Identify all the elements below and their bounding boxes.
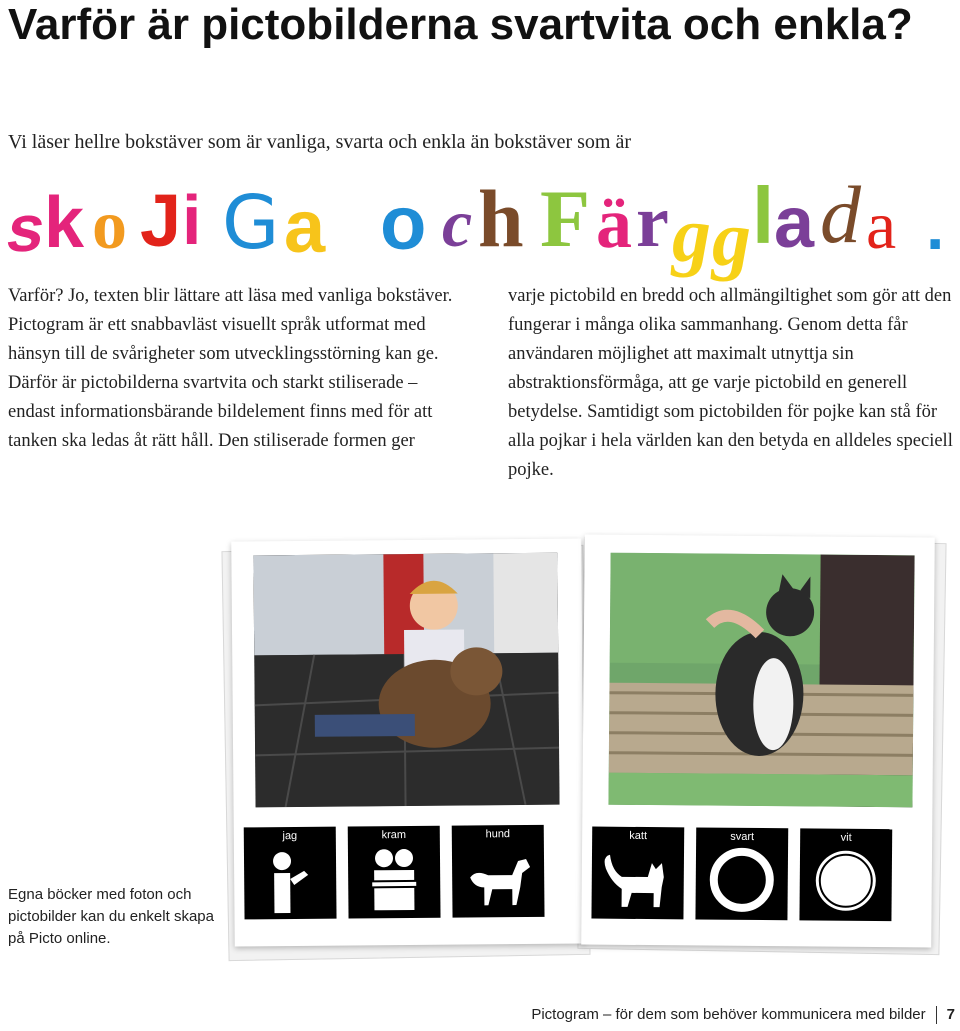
picto-card <box>799 828 892 921</box>
black-circle-icon <box>695 827 788 920</box>
body-column-left: Varför? Jo, texten blir lättare att läsa med vanliga bokstäver. Pictogram är ett snabbavläst visuellt språk utformat med hänsyn till de svårigheter som utvecklingsstörning kan ge. Därför är pictobilderna svartvita och starkt stiliserade – endast informationsbärande bildelement finns med för att tanken ska ledas åt rätt håll. Den stiliserade formen ger <box>8 286 453 451</box>
page-footer <box>440 1006 955 1024</box>
picto-card <box>452 825 545 918</box>
open-book-illustration <box>225 528 945 958</box>
hug-icon <box>348 826 441 919</box>
page-number: 7 <box>946 1006 955 1023</box>
footer-divider <box>936 1006 937 1024</box>
body-column-right: varje pictobild en bredd och allmängiltighet som gör att den fungerar i många olika sammanhang. Genom detta får användaren möjlighet att maximalt utnyttja sin abstraktionsförmåga, att ge varje pictobild en generell betydelse. Samtidigt som pictobilden för pojke kan stå för alla pojkar i hela världen kan den betyda en alldeles speciell pojke. <box>508 286 953 480</box>
intro-text: Vi läser hellre bokstäver som är vanliga, svarta och enkla än bokstäver som är <box>8 131 632 153</box>
picto-card <box>591 827 684 920</box>
picto-label: jag <box>282 829 298 843</box>
picto-label: hund <box>485 828 511 841</box>
photo-boy-with-dog <box>253 553 559 808</box>
right-book-page <box>581 534 935 947</box>
picto-label: vit <box>840 831 852 844</box>
picto-label: kram <box>381 829 407 842</box>
cat-icon <box>591 827 684 920</box>
photo-cat <box>608 553 914 808</box>
picto-label: katt <box>629 829 648 843</box>
picto-card <box>695 827 788 920</box>
page-title: Varför är pictobilderna svartvita och enkla? <box>8 0 913 49</box>
picto-card <box>348 826 441 919</box>
white-circle-icon <box>799 828 892 921</box>
image-caption: Egna böcker med foton och pictobilder kan du enkelt skapa på Picto online. <box>8 886 214 947</box>
picto-label: svart <box>730 830 755 843</box>
left-book-page <box>231 538 585 946</box>
dog-icon <box>452 825 545 918</box>
footer-text: Pictogram – för dem som behöver kommunicera med bilder <box>531 1006 926 1023</box>
person-pointing-icon <box>244 827 337 920</box>
picto-card <box>244 827 337 920</box>
decorative-colorful-text: s k o J i G a o c h F ä r g g l a d a . <box>1 169 945 282</box>
